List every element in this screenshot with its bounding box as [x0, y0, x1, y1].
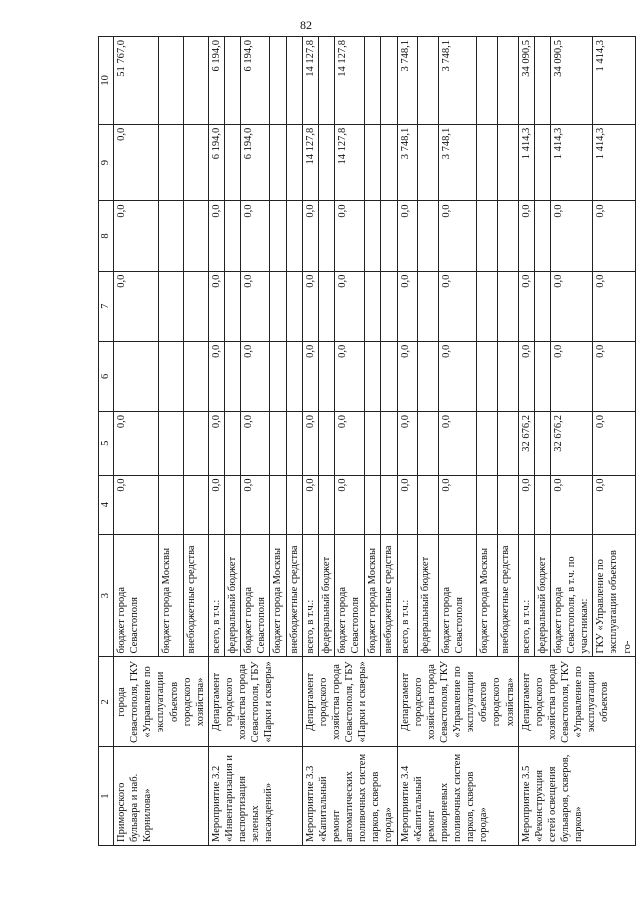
- value-cell: [114, 341, 159, 411]
- column-header: 6: [99, 341, 114, 411]
- value-cell: 3 748,1: [439, 37, 477, 125]
- funding-source: бюджет города Севастополя: [439, 534, 477, 657]
- value-cell: 0,0: [593, 201, 635, 271]
- value-cell: 0,0: [208, 475, 224, 534]
- value-cell: [183, 201, 208, 271]
- measure-name: Приморского бульвара и наб. Корнилова»: [114, 747, 209, 846]
- value-cell: [318, 201, 334, 271]
- value-cell: 0,0: [518, 201, 534, 271]
- funding-source: федеральный бюджет: [534, 534, 550, 657]
- value-cell: 0,0: [114, 124, 159, 201]
- value-cell: 0,0: [397, 411, 418, 475]
- value-cell: 14 127,8: [302, 37, 318, 125]
- funding-source: бюджет города Москвы: [476, 534, 497, 657]
- table-row: [518, 37, 534, 846]
- column-header: 7: [99, 271, 114, 341]
- value-cell: 51 767,0: [114, 37, 159, 125]
- value-cell: [476, 411, 497, 475]
- value-cell: [534, 124, 550, 201]
- value-cell: [381, 271, 397, 341]
- value-cell: [286, 341, 302, 411]
- value-cell: [318, 124, 334, 201]
- value-cell: [534, 341, 550, 411]
- value-cell: 0,0: [397, 341, 418, 411]
- value-cell: 1 414,3: [518, 124, 534, 201]
- value-cell: 0,0: [550, 475, 592, 534]
- responsible-executor: Департамент городского хозяйства города Севастополя, ГБУ «Парки и скверы»: [208, 657, 302, 747]
- value-cell: [364, 475, 380, 534]
- value-cell: [270, 37, 286, 125]
- budget-table: [98, 36, 636, 846]
- value-cell: [534, 475, 550, 534]
- value-cell: 0,0: [593, 475, 635, 534]
- value-cell: 0,0: [550, 341, 592, 411]
- value-cell: [364, 271, 380, 341]
- value-cell: 0,0: [241, 201, 270, 271]
- value-cell: [183, 271, 208, 341]
- value-cell: 0,0: [518, 475, 534, 534]
- value-cell: 0,0: [593, 411, 635, 475]
- value-cell: 0,0: [208, 411, 224, 475]
- funding-source: бюджет города Москвы: [270, 534, 286, 657]
- value-cell: [225, 271, 241, 341]
- value-cell: 6 194,0: [208, 37, 224, 125]
- value-cell: [418, 411, 439, 475]
- value-cell: [418, 37, 439, 125]
- value-cell: [183, 411, 208, 475]
- table-body: [99, 37, 636, 846]
- value-cell: 0,0: [518, 341, 534, 411]
- value-cell: [183, 37, 208, 125]
- value-cell: 0,0: [114, 411, 159, 475]
- funding-source: бюджет города Севастополя, в т.ч. по участникам:: [550, 534, 592, 657]
- table-row: [208, 37, 224, 846]
- value-cell: 34 090,5: [518, 37, 534, 125]
- value-cell: 14 127,8: [302, 124, 318, 201]
- column-header: 10: [99, 37, 114, 125]
- funding-source: бюджет города Севастополя: [241, 534, 270, 657]
- value-cell: [270, 475, 286, 534]
- value-cell: 0,0: [439, 341, 477, 411]
- value-cell: [183, 341, 208, 411]
- value-cell: [497, 341, 518, 411]
- value-cell: [183, 124, 208, 201]
- page-number: 82: [300, 18, 312, 32]
- value-cell: [381, 37, 397, 125]
- value-cell: [364, 37, 380, 125]
- measure-name: Мероприятие 3.2 «Инвентаризация и паспортизация зеленых насаждений»: [208, 747, 302, 846]
- funding-source: бюджет города Москвы: [159, 534, 184, 657]
- column-header: 4: [99, 475, 114, 534]
- value-cell: 0,0: [439, 411, 477, 475]
- funding-source: ГКУ «Управление по эксплуатации объектов го-: [593, 534, 635, 657]
- value-cell: [225, 124, 241, 201]
- value-cell: [534, 411, 550, 475]
- table-row: [397, 37, 418, 846]
- value-cell: [318, 411, 334, 475]
- value-cell: 0,0: [114, 475, 159, 534]
- funding-source: бюджет города Севастополя: [114, 534, 159, 657]
- value-cell: [159, 201, 184, 271]
- value-cell: [364, 124, 380, 201]
- value-cell: [418, 271, 439, 341]
- value-cell: [286, 201, 302, 271]
- value-cell: [318, 271, 334, 341]
- value-cell: 0,0: [335, 341, 365, 411]
- value-cell: [381, 124, 397, 201]
- value-cell: [418, 124, 439, 201]
- value-cell: [159, 475, 184, 534]
- value-cell: [159, 37, 184, 125]
- value-cell: [159, 124, 184, 201]
- value-cell: 0,0: [241, 271, 270, 341]
- value-cell: [418, 201, 439, 271]
- value-cell: [225, 411, 241, 475]
- value-cell: [534, 37, 550, 125]
- column-header: 5: [99, 411, 114, 475]
- value-cell: [270, 201, 286, 271]
- funding-source: внебюджетные средства: [183, 534, 208, 657]
- value-cell: [497, 411, 518, 475]
- funding-source: всего, в т.ч.:: [302, 534, 318, 657]
- funding-source: внебюджетные средства: [381, 534, 397, 657]
- value-cell: [183, 475, 208, 534]
- funding-source: федеральный бюджет: [225, 534, 241, 657]
- value-cell: 0,0: [593, 271, 635, 341]
- funding-source: всего, в т.ч.:: [208, 534, 224, 657]
- value-cell: [318, 341, 334, 411]
- value-cell: 0,0: [335, 475, 365, 534]
- value-cell: [381, 201, 397, 271]
- funding-source: всего, в т.ч.:: [397, 534, 418, 657]
- funding-source: внебюджетные средства: [497, 534, 518, 657]
- value-cell: [381, 411, 397, 475]
- value-cell: [270, 124, 286, 201]
- value-cell: [476, 341, 497, 411]
- value-cell: 0,0: [397, 475, 418, 534]
- value-cell: 0,0: [335, 411, 365, 475]
- value-cell: [225, 341, 241, 411]
- measure-name: Мероприятие 3.3 «Капитальный ремонт автоматических поливочных систем парков, скверов города»: [302, 747, 397, 846]
- value-cell: [497, 271, 518, 341]
- value-cell: [364, 201, 380, 271]
- value-cell: 32 676,2: [550, 411, 592, 475]
- value-cell: [286, 124, 302, 201]
- value-cell: 1 414,3: [550, 124, 592, 201]
- value-cell: 0,0: [208, 201, 224, 271]
- responsible-executor: Департамент городского хозяйства города Севастополя, ГКУ «Управление по эксплуатации объектов: [518, 657, 635, 747]
- value-cell: 0,0: [335, 201, 365, 271]
- value-cell: 6 194,0: [241, 124, 270, 201]
- value-cell: 14 127,8: [335, 124, 365, 201]
- value-cell: 0,0: [397, 271, 418, 341]
- value-cell: [318, 37, 334, 125]
- value-cell: 0,0: [241, 411, 270, 475]
- value-cell: [476, 37, 497, 125]
- value-cell: 0,0: [439, 475, 477, 534]
- value-cell: [225, 37, 241, 125]
- value-cell: [418, 341, 439, 411]
- responsible-executor: Департамент городского хозяйства города Севастополя, ГБУ «Парки и скверы»: [302, 657, 397, 747]
- funding-source: внебюджетные средства: [286, 534, 302, 657]
- value-cell: 34 090,5: [550, 37, 592, 125]
- column-header: 8: [99, 201, 114, 271]
- value-cell: [364, 411, 380, 475]
- value-cell: [159, 411, 184, 475]
- value-cell: 0,0: [241, 475, 270, 534]
- column-header: 2: [99, 657, 114, 747]
- value-cell: 0,0: [114, 201, 159, 271]
- column-header: 1: [99, 747, 114, 846]
- value-cell: 1 414,3: [593, 124, 635, 201]
- value-cell: [225, 475, 241, 534]
- funding-source: бюджет города Москвы: [364, 534, 380, 657]
- value-cell: [497, 475, 518, 534]
- header-row: [99, 37, 114, 846]
- value-cell: 0,0: [241, 341, 270, 411]
- value-cell: [286, 37, 302, 125]
- value-cell: [476, 475, 497, 534]
- funding-source: федеральный бюджет: [318, 534, 334, 657]
- measure-name: Мероприятие 3.4 «Капитальный ремонт прикорневых поливочных систем парков, скверов города»: [397, 747, 518, 846]
- value-cell: [286, 475, 302, 534]
- value-cell: [270, 411, 286, 475]
- value-cell: 0,0: [335, 271, 365, 341]
- value-cell: 32 676,2: [518, 411, 534, 475]
- value-cell: 0,0: [550, 201, 592, 271]
- value-cell: [364, 341, 380, 411]
- rotated-table-container: [98, 36, 633, 846]
- value-cell: [534, 201, 550, 271]
- value-cell: 0,0: [302, 475, 318, 534]
- value-cell: 0,0: [302, 271, 318, 341]
- value-cell: [497, 37, 518, 125]
- value-cell: [159, 271, 184, 341]
- value-cell: 0,0: [302, 201, 318, 271]
- value-cell: 0,0: [518, 271, 534, 341]
- column-header: 9: [99, 124, 114, 201]
- value-cell: 0,0: [302, 341, 318, 411]
- value-cell: 0,0: [302, 411, 318, 475]
- value-cell: 3 748,1: [397, 37, 418, 125]
- value-cell: 3 748,1: [439, 124, 477, 201]
- value-cell: [381, 475, 397, 534]
- measure-name: Мероприятие 3.5 «Реконструкция сетей освещения бульваров, скверов, парков»: [518, 747, 635, 846]
- responsible-executor: Департамент городского хозяйства города Севастополя, ГКУ «Управление по эксплуатации объектов городского хозяйства»: [397, 657, 518, 747]
- value-cell: [225, 201, 241, 271]
- value-cell: [270, 341, 286, 411]
- funding-source: всего, в т.ч.:: [518, 534, 534, 657]
- value-cell: 0,0: [439, 201, 477, 271]
- value-cell: [476, 201, 497, 271]
- value-cell: 0,0: [114, 271, 159, 341]
- value-cell: [286, 271, 302, 341]
- value-cell: [476, 271, 497, 341]
- value-cell: 0,0: [593, 341, 635, 411]
- table-row: [302, 37, 318, 846]
- value-cell: 0,0: [439, 271, 477, 341]
- value-cell: [418, 475, 439, 534]
- value-cell: 0,0: [208, 341, 224, 411]
- funding-source: федеральный бюджет: [418, 534, 439, 657]
- funding-source: бюджет города Севастополя: [335, 534, 365, 657]
- responsible-executor: города Севастополя, ГКУ «Управление по эксплуатации объектов городского хозяйства»: [114, 657, 209, 747]
- value-cell: 6 194,0: [208, 124, 224, 201]
- value-cell: [159, 341, 184, 411]
- value-cell: 6 194,0: [241, 37, 270, 125]
- value-cell: [476, 124, 497, 201]
- column-header: 3: [99, 534, 114, 657]
- value-cell: 3 748,1: [397, 124, 418, 201]
- value-cell: [270, 271, 286, 341]
- value-cell: [497, 201, 518, 271]
- value-cell: 1 414,3: [593, 37, 635, 125]
- value-cell: 0,0: [550, 271, 592, 341]
- value-cell: [534, 271, 550, 341]
- value-cell: [318, 475, 334, 534]
- value-cell: 14 127,8: [335, 37, 365, 125]
- value-cell: [381, 341, 397, 411]
- table-row: [114, 37, 159, 846]
- value-cell: [286, 411, 302, 475]
- value-cell: 0,0: [208, 271, 224, 341]
- value-cell: [497, 124, 518, 201]
- value-cell: 0,0: [397, 201, 418, 271]
